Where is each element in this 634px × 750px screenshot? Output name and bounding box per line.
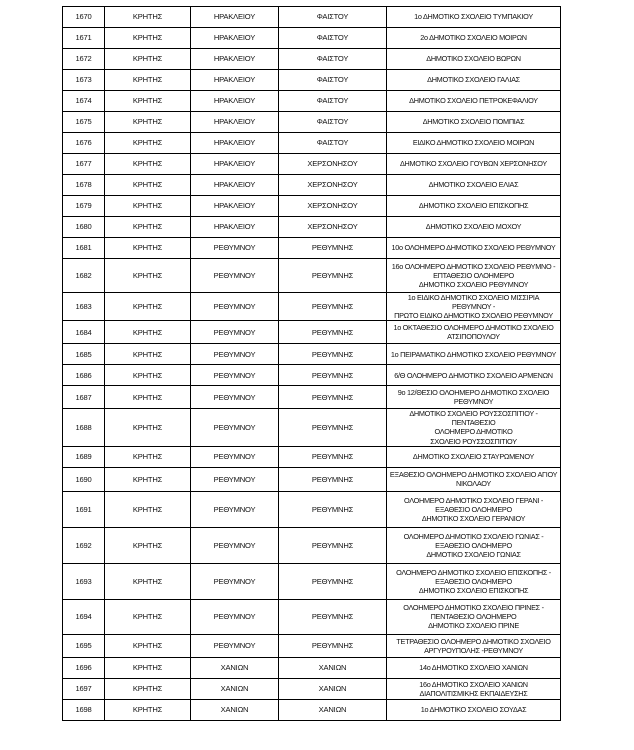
municipality-cell: ΡΕΘΥΜΝΗΣ (279, 365, 387, 386)
region-cell: ΚΡΗΤΗΣ (105, 599, 191, 634)
row-number-cell: 1679 (63, 196, 105, 217)
municipality-cell: ΡΕΘΥΜΝΗΣ (279, 409, 387, 446)
schools-table (62, 6, 561, 721)
school-name-cell (387, 657, 561, 678)
school-name-line: ΔΗΜΟΤΙΚΟ ΣΧΟΛΕΙΟ ΣΤΑΥΡΩΜΕΝΟΥ (412, 452, 535, 462)
region-cell: ΚΡΗΤΗΣ (105, 467, 191, 491)
region-cell: ΚΡΗΤΗΣ (105, 446, 191, 467)
school-name-cell (387, 112, 561, 133)
school-name-line: ΔΗΜΟΤΙΚΟ ΣΧΟΛΕΙΟ ΠΡΙΝΕ (428, 621, 519, 631)
school-name-cell (387, 7, 561, 28)
school-name-line: 14ο ΔΗΜΟΤΙΚΟ ΣΧΟΛΕΙΟ ΧΑΝΙΩΝ (419, 663, 528, 673)
row-number-cell: 1671 (63, 28, 105, 49)
school-name-line: ΔΗΜΟΤΙΚΟ ΣΧΟΛΕΙΟ ΕΛΙΑΣ (428, 180, 519, 190)
row-number-cell: 1672 (63, 49, 105, 70)
municipality-cell: ΧΑΝΙΩΝ (279, 657, 387, 678)
school-name-cell (387, 28, 561, 49)
row-number-cell: 1695 (63, 634, 105, 657)
table-row (63, 699, 561, 720)
municipality-cell: ΧΕΡΣΟΝΗΣΟΥ (279, 175, 387, 196)
school-name-cell (387, 634, 561, 657)
school-name-line: ΣΧΟΛΕΙΟ ΡΟΥΣΣΟΣΠΙΤΙΟΥ (430, 436, 517, 446)
table-row (63, 344, 561, 365)
row-number-cell: 1687 (63, 386, 105, 409)
school-name-cell (387, 196, 561, 217)
table-row (63, 217, 561, 238)
region-cell: ΚΡΗΤΗΣ (105, 238, 191, 259)
municipality-cell: ΧΕΡΣΟΝΗΣΟΥ (279, 196, 387, 217)
school-name-line: ΝΙΚΟΛΑΟΥ (456, 479, 491, 489)
table-row (63, 293, 561, 321)
row-number-cell: 1684 (63, 321, 105, 344)
region-cell: ΚΡΗΤΗΣ (105, 70, 191, 91)
school-name-line: ΔΗΜΟΤΙΚΟ ΣΧΟΛΕΙΟ ΕΠΙΣΚΟΠΗΣ (418, 585, 529, 595)
school-name-line: ΔΗΜΟΤΙΚΟ ΣΧΟΛΕΙΟ ΠΕΤΡΟΚΕΦΑΛΙΟΥ (409, 96, 538, 106)
table-row (63, 154, 561, 175)
prefecture-cell: ΗΡΑΚΛΕΙΟΥ (191, 154, 279, 175)
table-row (63, 467, 561, 491)
prefecture-cell: ΡΕΘΥΜΝΟΥ (191, 563, 279, 599)
region-cell: ΚΡΗΤΗΣ (105, 259, 191, 293)
school-name-line: ΔΗΜΟΤΙΚΟ ΣΧΟΛΕΙΟ ΓΑΛΙΑΣ (427, 75, 520, 85)
municipality-cell: ΦΑΙΣΤΟΥ (279, 133, 387, 154)
region-cell: ΚΡΗΤΗΣ (105, 634, 191, 657)
prefecture-cell: ΗΡΑΚΛΕΙΟΥ (191, 49, 279, 70)
school-name-line: ΠΡΩΤΟ ΕΙΔΙΚΟ ΔΗΜΟΤΙΚΟ ΣΧΟΛΕΙΟ ΡΕΘΥΜΝΟΥ (394, 311, 553, 321)
region-cell: ΚΡΗΤΗΣ (105, 527, 191, 563)
row-number-cell: 1683 (63, 293, 105, 321)
school-name-line: ΔΗΜΟΤΙΚΟ ΣΧΟΛΕΙΟ ΡΟΥΣΣΟΣΠΙΤΙΟΥ - ΠΕΝΤΑΘΕΣΙΟ (409, 409, 538, 428)
row-number-cell: 1673 (63, 70, 105, 91)
municipality-cell: ΡΕΘΥΜΝΗΣ (279, 259, 387, 293)
school-name-line: ΕΞΑΘΕΣΙΟ ΟΛΟΗΜΕΡΟ (435, 540, 512, 550)
school-name-line: ΑΤΣΙΠΟΠΟΥΛΟΥ (447, 332, 500, 342)
municipality-cell: ΡΕΘΥΜΝΗΣ (279, 321, 387, 344)
school-name-line: 1ο ΔΗΜΟΤΙΚΟ ΣΧΟΛΕΙΟ ΣΟΥΔΑΣ (420, 705, 527, 715)
school-name-line: ΟΛΟΗΜΕΡΟ ΔΗΜΟΤΙΚΟ ΣΧΟΛΕΙΟ ΕΠΙΣΚΟΠΗΣ - (396, 567, 551, 577)
row-number-cell: 1676 (63, 133, 105, 154)
prefecture-cell: ΡΕΘΥΜΝΟΥ (191, 409, 279, 446)
municipality-cell: ΡΕΘΥΜΝΗΣ (279, 293, 387, 321)
row-number-cell: 1697 (63, 678, 105, 699)
municipality-cell: ΦΑΙΣΤΟΥ (279, 28, 387, 49)
school-name-line: 1ο ΟΚΤΑΘΕΣΙΟ ΟΛΟΗΜΕΡΟ ΔΗΜΟΤΙΚΟ ΣΧΟΛΕΙΟ (393, 323, 554, 333)
row-number-cell: 1681 (63, 238, 105, 259)
table-row (63, 91, 561, 112)
table-row (63, 599, 561, 634)
prefecture-cell: ΗΡΑΚΛΕΙΟΥ (191, 217, 279, 238)
school-name-cell (387, 154, 561, 175)
table-row (63, 365, 561, 386)
school-name-line: ΟΛΟΗΜΕΡΟ ΔΗΜΟΤΙΚΟ ΣΧΟΛΕΙΟ ΓΩΝΙΑΣ - (403, 531, 544, 541)
school-name-cell (387, 321, 561, 344)
school-name-cell (387, 699, 561, 720)
school-name-cell (387, 133, 561, 154)
table-row (63, 70, 561, 91)
row-number-cell: 1691 (63, 491, 105, 527)
region-cell: ΚΡΗΤΗΣ (105, 49, 191, 70)
table-row (63, 634, 561, 657)
school-name-cell (387, 386, 561, 409)
row-number-cell: 1686 (63, 365, 105, 386)
school-name-cell (387, 344, 561, 365)
municipality-cell: ΡΕΘΥΜΝΗΣ (279, 634, 387, 657)
row-number-cell: 1680 (63, 217, 105, 238)
school-name-line: ΑΡΓΥΡΟΥΠΟΛΗΣ -ΡΕΘΥΜΝΟΥ (424, 645, 523, 655)
municipality-cell: ΡΕΘΥΜΝΗΣ (279, 446, 387, 467)
table-row (63, 7, 561, 28)
school-name-line: ΠΕΝΤΑΘΕΣΙΟ ΟΛΟΗΜΕΡΟ (430, 612, 517, 622)
school-name-line: ΔΗΜΟΤΙΚΟ ΣΧΟΛΕΙΟ ΜΟΧΟΥ (425, 222, 522, 232)
row-number-cell: 1692 (63, 527, 105, 563)
school-name-line: 1ο ΕΙΔΙΚΟ ΔΗΜΟΤΙΚΟ ΣΧΟΛΕΙΟ ΜΙΣΣΙΡΙΑ ΡΕΘΥΜΝΟΥ - (407, 293, 540, 312)
school-name-cell (387, 467, 561, 491)
prefecture-cell: ΡΕΘΥΜΝΟΥ (191, 321, 279, 344)
municipality-cell: ΧΑΝΙΩΝ (279, 678, 387, 699)
school-name-line: ΤΕΤΡΑΘΕΣΙΟ ΟΛΟΗΜΕΡΟ ΔΗΜΟΤΙΚΟ ΣΧΟΛΕΙΟ (396, 636, 551, 646)
row-number-cell: 1685 (63, 344, 105, 365)
prefecture-cell: ΡΕΘΥΜΝΟΥ (191, 386, 279, 409)
region-cell: ΚΡΗΤΗΣ (105, 217, 191, 238)
prefecture-cell: ΗΡΑΚΛΕΙΟΥ (191, 196, 279, 217)
row-number-cell: 1677 (63, 154, 105, 175)
school-name-line: 10ο ΟΛΟΗΜΕΡΟ ΔΗΜΟΤΙΚΟ ΣΧΟΛΕΙΟ ΡΕΘΥΜΝΟΥ (391, 243, 556, 253)
prefecture-cell: ΗΡΑΚΛΕΙΟΥ (191, 133, 279, 154)
region-cell: ΚΡΗΤΗΣ (105, 409, 191, 446)
prefecture-cell: ΧΑΝΙΩΝ (191, 657, 279, 678)
prefecture-cell: ΡΕΘΥΜΝΟΥ (191, 527, 279, 563)
table-row (63, 446, 561, 467)
region-cell: ΚΡΗΤΗΣ (105, 699, 191, 720)
region-cell: ΚΡΗΤΗΣ (105, 491, 191, 527)
school-name-cell (387, 491, 561, 527)
municipality-cell: ΡΕΘΥΜΝΗΣ (279, 238, 387, 259)
region-cell: ΚΡΗΤΗΣ (105, 175, 191, 196)
table-row (63, 196, 561, 217)
prefecture-cell: ΡΕΘΥΜΝΟΥ (191, 446, 279, 467)
school-name-line: ΔΗΜΟΤΙΚΟ ΣΧΟΛΕΙΟ ΠΟΜΠΙΑΣ (422, 117, 525, 127)
table-row (63, 678, 561, 699)
table-row (63, 175, 561, 196)
row-number-cell: 1696 (63, 657, 105, 678)
school-name-line: 2ο ΔΗΜΟΤΙΚΟ ΣΧΟΛΕΙΟ ΜΟΙΡΩΝ (420, 33, 527, 43)
table-row (63, 238, 561, 259)
school-name-cell (387, 599, 561, 634)
school-name-line: ΟΛΟΗΜΕΡΟ ΔΗΜΟΤΙΚΟ ΣΧΟΛΕΙΟ ΓΕΡΑΝΙ - (403, 495, 544, 505)
row-number-cell: 1670 (63, 7, 105, 28)
school-name-cell (387, 678, 561, 699)
municipality-cell: ΦΑΙΣΤΟΥ (279, 49, 387, 70)
prefecture-cell: ΗΡΑΚΛΕΙΟΥ (191, 28, 279, 49)
prefecture-cell: ΗΡΑΚΛΕΙΟΥ (191, 175, 279, 196)
table-row (63, 28, 561, 49)
table-row (63, 491, 561, 527)
school-name-cell (387, 527, 561, 563)
prefecture-cell: ΗΡΑΚΛΕΙΟΥ (191, 70, 279, 91)
school-name-line: ΔΗΜΟΤΙΚΟ ΣΧΟΛΕΙΟ ΕΠΙΣΚΟΠΗΣ (418, 201, 529, 211)
region-cell: ΚΡΗΤΗΣ (105, 293, 191, 321)
municipality-cell: ΡΕΘΥΜΝΗΣ (279, 386, 387, 409)
school-name-line: ΕΠΤΑΘΕΣΙΟ ΟΛΟΗΜΕΡΟ (433, 270, 514, 280)
region-cell: ΚΡΗΤΗΣ (105, 91, 191, 112)
municipality-cell: ΦΑΙΣΤΟΥ (279, 70, 387, 91)
school-name-cell (387, 409, 561, 446)
region-cell: ΚΡΗΤΗΣ (105, 112, 191, 133)
municipality-cell: ΧΑΝΙΩΝ (279, 699, 387, 720)
region-cell: ΚΡΗΤΗΣ (105, 344, 191, 365)
school-name-cell (387, 259, 561, 293)
region-cell: ΚΡΗΤΗΣ (105, 196, 191, 217)
school-name-cell (387, 175, 561, 196)
school-name-line: ΔΗΜΟΤΙΚΟ ΣΧΟΛΕΙΟ ΓΩΝΙΑΣ (426, 549, 521, 559)
table-row (63, 527, 561, 563)
municipality-cell: ΦΑΙΣΤΟΥ (279, 7, 387, 28)
table-row (63, 112, 561, 133)
table-row (63, 133, 561, 154)
school-name-cell (387, 563, 561, 599)
row-number-cell: 1674 (63, 91, 105, 112)
prefecture-cell: ΡΕΘΥΜΝΟΥ (191, 344, 279, 365)
municipality-cell: ΡΕΘΥΜΝΗΣ (279, 344, 387, 365)
school-name-line: ΟΛΟΗΜΕΡΟ ΔΗΜΟΤΙΚΟ ΣΧΟΛΕΙΟ ΠΡΙΝΕΣ - (403, 603, 544, 613)
school-name-line: ΕΞΑΘΕΣΙΟ ΟΛΟΗΜΕΡΟ (435, 504, 512, 514)
prefecture-cell: ΗΡΑΚΛΕΙΟΥ (191, 91, 279, 112)
table-row (63, 657, 561, 678)
row-number-cell: 1675 (63, 112, 105, 133)
school-name-line: ΔΗΜΟΤΙΚΟ ΣΧΟΛΕΙΟ ΓΕΡΑΝΙΟΥ (421, 513, 526, 523)
row-number-cell: 1690 (63, 467, 105, 491)
prefecture-cell: ΗΡΑΚΛΕΙΟΥ (191, 112, 279, 133)
school-name-line: 16ο ΔΗΜΟΤΙΚΟ ΣΧΟΛΕΙΟ ΧΑΝΙΩΝ (419, 679, 528, 689)
municipality-cell: ΡΕΘΥΜΝΗΣ (279, 599, 387, 634)
municipality-cell: ΦΑΙΣΤΟΥ (279, 112, 387, 133)
table-row (63, 563, 561, 599)
prefecture-cell: ΡΕΘΥΜΝΟΥ (191, 293, 279, 321)
school-name-line: ΕΞΑΘΕΣΙΟ ΟΛΟΗΜΕΡΟ (435, 576, 512, 586)
prefecture-cell: ΡΕΘΥΜΝΟΥ (191, 238, 279, 259)
region-cell: ΚΡΗΤΗΣ (105, 7, 191, 28)
school-name-line: 1ο ΔΗΜΟΤΙΚΟ ΣΧΟΛΕΙΟ ΤΥΜΠΑΚΙΟΥ (414, 12, 533, 22)
prefecture-cell: ΡΕΘΥΜΝΟΥ (191, 634, 279, 657)
region-cell: ΚΡΗΤΗΣ (105, 321, 191, 344)
school-name-cell (387, 238, 561, 259)
region-cell: ΚΡΗΤΗΣ (105, 563, 191, 599)
table-row (63, 259, 561, 293)
region-cell: ΚΡΗΤΗΣ (105, 657, 191, 678)
school-name-line: ΡΕΘΥΜΝΟΥ (453, 397, 494, 407)
school-name-line: 6/Θ ΟΛΟΗΜΕΡΟ ΔΗΜΟΤΙΚΟ ΣΧΟΛΕΙΟ ΑΡΜΕΝΩΝ (394, 370, 553, 380)
municipality-cell: ΡΕΘΥΜΝΗΣ (279, 467, 387, 491)
row-number-cell: 1698 (63, 699, 105, 720)
school-name-cell (387, 365, 561, 386)
prefecture-cell: ΡΕΘΥΜΝΟΥ (191, 365, 279, 386)
school-name-cell (387, 91, 561, 112)
school-name-line: ΔΗΜΟΤΙΚΟ ΣΧΟΛΕΙΟ ΡΕΘΥΜΝΟΥ (418, 280, 529, 290)
school-name-line: ΟΛΟΗΜΕΡΟ ΔΗΜΟΤΙΚΟ (434, 427, 513, 437)
school-name-cell (387, 446, 561, 467)
region-cell: ΚΡΗΤΗΣ (105, 133, 191, 154)
table-row (63, 49, 561, 70)
school-name-cell (387, 293, 561, 321)
region-cell: ΚΡΗΤΗΣ (105, 678, 191, 699)
row-number-cell: 1682 (63, 259, 105, 293)
schools-table-body (63, 7, 561, 721)
municipality-cell: ΦΑΙΣΤΟΥ (279, 91, 387, 112)
municipality-cell: ΡΕΘΥΜΝΗΣ (279, 563, 387, 599)
school-name-line: ΔΗΜΟΤΙΚΟ ΣΧΟΛΕΙΟ ΒΩΡΩΝ (426, 54, 521, 64)
school-name-line: 1ο ΠΕΙΡΑΜΑΤΙΚΟ ΔΗΜΟΤΙΚΟ ΣΧΟΛΕΙΟ ΡΕΘΥΜΝΟΥ (390, 349, 557, 359)
prefecture-cell: ΗΡΑΚΛΕΙΟΥ (191, 7, 279, 28)
prefecture-cell: ΡΕΘΥΜΝΟΥ (191, 599, 279, 634)
region-cell: ΚΡΗΤΗΣ (105, 28, 191, 49)
row-number-cell: 1693 (63, 563, 105, 599)
row-number-cell: 1694 (63, 599, 105, 634)
prefecture-cell: ΡΕΘΥΜΝΟΥ (191, 259, 279, 293)
region-cell: ΚΡΗΤΗΣ (105, 386, 191, 409)
municipality-cell: ΧΕΡΣΟΝΗΣΟΥ (279, 217, 387, 238)
school-name-cell (387, 49, 561, 70)
municipality-cell: ΧΕΡΣΟΝΗΣΟΥ (279, 154, 387, 175)
row-number-cell: 1678 (63, 175, 105, 196)
school-name-line: ΕΞΑΘΕΣΙΟ ΟΛΟΗΜΕΡΟ ΔΗΜΟΤΙΚΟ ΣΧΟΛΕΙΟ ΑΓΙΟΥ (389, 470, 558, 480)
row-number-cell: 1689 (63, 446, 105, 467)
row-number-cell: 1688 (63, 409, 105, 446)
table-row (63, 386, 561, 409)
table-row (63, 409, 561, 446)
school-name-cell (387, 70, 561, 91)
municipality-cell: ΡΕΘΥΜΝΗΣ (279, 527, 387, 563)
prefecture-cell: ΡΕΘΥΜΝΟΥ (191, 491, 279, 527)
school-name-cell (387, 217, 561, 238)
region-cell: ΚΡΗΤΗΣ (105, 154, 191, 175)
prefecture-cell: ΧΑΝΙΩΝ (191, 678, 279, 699)
school-name-line: 16ο ΟΛΟΗΜΕΡΟ ΔΗΜΟΤΙΚΟ ΣΧΟΛΕΙΟ ΡΕΘΥΜΝΟ - (391, 261, 556, 271)
school-name-line: ΕΙΔΙΚΟ ΔΗΜΟΤΙΚΟ ΣΧΟΛΕΙΟ ΜΟΙΡΩΝ (412, 138, 535, 148)
municipality-cell: ΡΕΘΥΜΝΗΣ (279, 491, 387, 527)
school-name-line: 9ο 12/ΘΕΣΙΟ ΟΛΟΗΜΕΡΟ ΔΗΜΟΤΙΚΟ ΣΧΟΛΕΙΟ (397, 388, 550, 398)
table-row (63, 321, 561, 344)
school-name-line: ΔΙΑΠΟΛΙΤΙΣΜΙΚΗΣ ΕΚΠΑΙΔΕΥΣΗΣ (419, 688, 528, 698)
region-cell: ΚΡΗΤΗΣ (105, 365, 191, 386)
school-name-line: ΔΗΜΟΤΙΚΟ ΣΧΟΛΕΙΟ ΓΟΥΒΩΝ ΧΕΡΣΟΝΗΣΟΥ (399, 159, 547, 169)
prefecture-cell: ΡΕΘΥΜΝΟΥ (191, 467, 279, 491)
prefecture-cell: ΧΑΝΙΩΝ (191, 699, 279, 720)
